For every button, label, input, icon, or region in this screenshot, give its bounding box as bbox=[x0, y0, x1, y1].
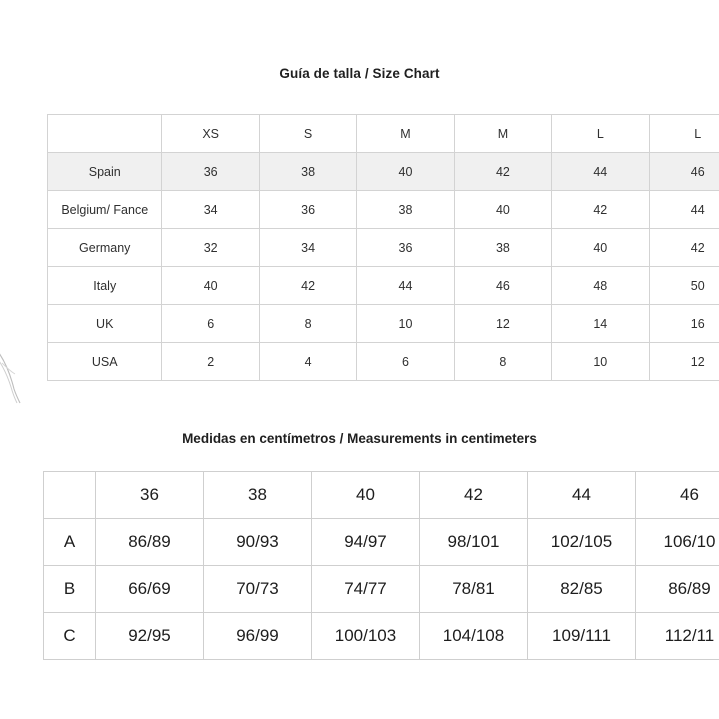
size-chart-cell: 46 bbox=[454, 267, 551, 305]
size-chart-cell: 36 bbox=[259, 191, 356, 229]
size-chart-header-cell: M bbox=[454, 115, 551, 153]
size-chart-table-wrapper bbox=[47, 114, 719, 381]
size-chart-cell: 4 bbox=[259, 343, 356, 381]
size-chart-cell: 42 bbox=[649, 229, 719, 267]
size-chart-cell: 42 bbox=[454, 153, 551, 191]
size-chart-cell: 50 bbox=[649, 267, 719, 305]
measurements-cell: 112/11 bbox=[636, 613, 719, 660]
measurements-cell: 96/99 bbox=[204, 613, 312, 660]
size-chart-cell: 42 bbox=[552, 191, 649, 229]
measurements-table-wrapper bbox=[43, 471, 719, 660]
size-chart-cell: 44 bbox=[357, 267, 454, 305]
measurements-cell: 74/77 bbox=[312, 566, 420, 613]
table-row bbox=[48, 229, 719, 267]
size-chart-row-label: Spain bbox=[48, 153, 162, 191]
measurements-cell: 92/95 bbox=[96, 613, 204, 660]
size-chart-cell: 38 bbox=[357, 191, 454, 229]
measurements-cell: 98/101 bbox=[420, 519, 528, 566]
size-chart-cell: 2 bbox=[162, 343, 259, 381]
measurements-cell: 66/69 bbox=[96, 566, 204, 613]
size-chart-cell: 36 bbox=[357, 229, 454, 267]
size-chart-cell: 48 bbox=[552, 267, 649, 305]
size-chart-row-label: Belgium/ Fance bbox=[48, 191, 162, 229]
measurements-row-label: B bbox=[44, 566, 96, 613]
table-row bbox=[44, 519, 719, 566]
measurements-cell: 104/108 bbox=[420, 613, 528, 660]
size-chart-title: Guía de talla / Size Chart bbox=[279, 66, 440, 81]
table-row bbox=[48, 343, 719, 381]
measurements-cell: 82/85 bbox=[528, 566, 636, 613]
measurements-row-label: A bbox=[44, 519, 96, 566]
size-chart-cell: 40 bbox=[162, 267, 259, 305]
size-chart-row-label: Italy bbox=[48, 267, 162, 305]
measurements-row-label: C bbox=[44, 613, 96, 660]
table-row bbox=[48, 153, 719, 191]
size-chart-cell: 40 bbox=[454, 191, 551, 229]
measurements-cell: 100/103 bbox=[312, 613, 420, 660]
measurements-header-cell: 46 bbox=[636, 472, 719, 519]
measurements-title: Medidas en centímetros / Measurements in centimeters bbox=[182, 431, 537, 446]
size-chart-row-label: Germany bbox=[48, 229, 162, 267]
size-chart-cell: 40 bbox=[357, 153, 454, 191]
size-chart-cell: 14 bbox=[552, 305, 649, 343]
measurements-header-cell: 42 bbox=[420, 472, 528, 519]
size-chart-cell: 12 bbox=[454, 305, 551, 343]
size-chart-cell: 46 bbox=[649, 153, 719, 191]
size-chart-cell: 6 bbox=[162, 305, 259, 343]
size-chart-cell: 8 bbox=[259, 305, 356, 343]
table-row bbox=[48, 267, 719, 305]
measurements-header-cell: 36 bbox=[96, 472, 204, 519]
size-chart-header-cell: L bbox=[649, 115, 719, 153]
size-chart-cell: 44 bbox=[649, 191, 719, 229]
size-chart-header-cell: M bbox=[357, 115, 454, 153]
size-chart-cell: 38 bbox=[454, 229, 551, 267]
size-chart-table bbox=[47, 114, 719, 381]
size-chart-cell: 36 bbox=[162, 153, 259, 191]
table-row bbox=[48, 191, 719, 229]
size-chart-cell: 16 bbox=[649, 305, 719, 343]
measurements-header-cell: 44 bbox=[528, 472, 636, 519]
measurements-cell: 70/73 bbox=[204, 566, 312, 613]
size-chart-header-cell: XS bbox=[162, 115, 259, 153]
size-chart-cell: 44 bbox=[552, 153, 649, 191]
measurements-cell: 86/89 bbox=[96, 519, 204, 566]
size-chart-cell: 8 bbox=[454, 343, 551, 381]
size-chart-cell: 6 bbox=[357, 343, 454, 381]
size-chart-header-cell: L bbox=[552, 115, 649, 153]
measurements-cell: 109/111 bbox=[528, 613, 636, 660]
size-chart-cell: 34 bbox=[162, 191, 259, 229]
size-chart-header-cell bbox=[48, 115, 162, 153]
size-chart-header-cell: S bbox=[259, 115, 356, 153]
size-chart-cell: 32 bbox=[162, 229, 259, 267]
table-row bbox=[48, 305, 719, 343]
size-chart-cell: 10 bbox=[552, 343, 649, 381]
measurements-header-cell: 40 bbox=[312, 472, 420, 519]
size-chart-cell: 38 bbox=[259, 153, 356, 191]
measurements-cell: 78/81 bbox=[420, 566, 528, 613]
size-chart-cell: 10 bbox=[357, 305, 454, 343]
table-row-header bbox=[44, 472, 719, 519]
measurements-cell: 86/89 bbox=[636, 566, 719, 613]
garment-sketch-icon bbox=[0, 345, 40, 405]
size-chart-row-label: USA bbox=[48, 343, 162, 381]
measurements-header-cell: 38 bbox=[204, 472, 312, 519]
table-row bbox=[44, 566, 719, 613]
table-row-header bbox=[48, 115, 719, 153]
size-chart-cell: 12 bbox=[649, 343, 719, 381]
size-chart-row-label: UK bbox=[48, 305, 162, 343]
measurements-table bbox=[43, 471, 719, 660]
measurements-cell: 90/93 bbox=[204, 519, 312, 566]
size-chart-cell: 42 bbox=[259, 267, 356, 305]
measurements-cell: 106/10 bbox=[636, 519, 719, 566]
measurements-header-cell bbox=[44, 472, 96, 519]
size-chart-cell: 34 bbox=[259, 229, 356, 267]
measurements-cell: 102/105 bbox=[528, 519, 636, 566]
table-row bbox=[44, 613, 719, 660]
size-chart-cell: 40 bbox=[552, 229, 649, 267]
measurements-cell: 94/97 bbox=[312, 519, 420, 566]
